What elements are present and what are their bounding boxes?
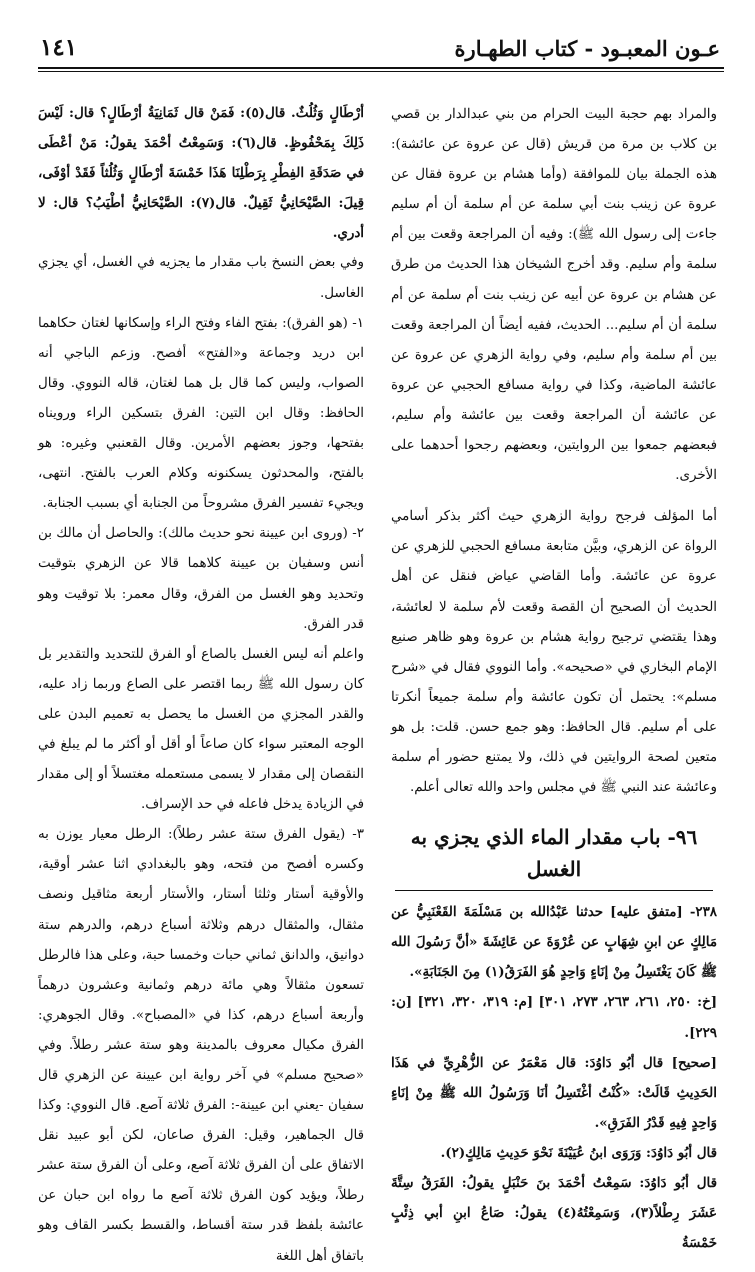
hadith-continuation: قال أبُو دَاوُدَ: وَرَوَى ابنُ عُيَيْنَةَ نَحْوَ حَدِيثِ مَالِكٍ(٢). [440, 1144, 717, 1161]
commentary-paragraph: وفي بعض النسخ باب مقدار ما يجزيه في الغسل، أي يجزي الغاسل. [38, 255, 364, 301]
left-column [38, 98, 364, 1272]
hadith-continuation: قال أبُو دَاوُدَ: سَمِعْتُ أحْمَدَ بنَ حَنْبَلٍ يقولُ: الفَرَقُ سِتَّةَ عَشَرَ رِطْلاً(٣)، وَسَمِعْتُهُ(٤) يقولُ: صَاعُ ابنِ أبي ذِئْبٍ خَمْسَةُ [391, 1175, 718, 1252]
page-number: ١٤١ [40, 34, 78, 61]
right-column [391, 100, 717, 1258]
running-title: عـون المعبـود - كتاب الطهـارة [454, 36, 720, 61]
heading-underline [395, 890, 713, 891]
commentary-paragraph: ٢- (وروى ابن عيينة نحو حديث مالك): والحاصل أن مالك بن أنس وسفيان بن عيينة كلاهما قالا عن الزهري بتوقيت وتحديد وهو الغسل من الفرق، وقال معمر: بلا توقيت وهو قدر الفرق. [38, 526, 364, 632]
commentary-paragraph: والمراد بهم حجبة البيت الحرام من بني عبدالدار بن قصي بن كلاب بن مرة من قريش (قال عن عروة عن عائشة): هذه الجملة بيان للموافقة (وأما هشام بن عروة فقال عن عروة عن زينب بنت أبي سلمة عن أم سلمة أن أم سليم جاءت إلى رسول الله ﷺ): وفيه أن المراجعة وقعت بين أم سلمة وأم سليم. وقد أخرج الشيخان هذا الحديث من طرق عن هشام بن عروة عن أبيه عن زينب بنت أم سلمة عن أم سلمة أن أم سليم... الحديث، ففيه أيضاً أن المراجعة وقعت بين أم سلمة وأم سليم، وفي رواية الزهري عن عروة عن عائشة الماضية، وكذا في رواية مسافع الحجبي عن عروة عن عائشة أن المراجعة وقعت بين عائشة وأم سليم، فبعضهم جمعوا بين الروايتين، وبعضهم رجحوا أحدهما على الأخرى. [391, 107, 717, 484]
header-rule-thin [38, 71, 724, 72]
commentary-paragraph: ١- (هو الفرق): بفتح الفاء وفتح الراء وإسكانها لغتان حكاهما ابن دريد وجماعة و«الفتح» أفصح. وزعم الباجي أنه الصواب، وليس كما قال بل هما لغتان، قاله النووي. وقال الحافظ: وقال ابن التين: الفرق بتسكين الراء ورويناه بفتحها، وجوز بعضهم الأمرين. وقال القعنبي وغيره: هو بالفتح، والمحدثون يسكنونه وكلام العرب بالفتح. انتهى، ويجيء تفسير الفرق مشروحاً من الجنابة أي بسبب الجنابة. [38, 315, 364, 512]
hadith-continuation: [صحيح] قال أبُو دَاوُدَ: قال مَعْمَرٌ عن الزُّهْرِيِّ في هَذَا الحَدِيثِ قَالَتْ: «كُنْتُ أغْتَسِلُ أنَا وَرَسُولُ الله ﷺ مِنْ إنَاءٍ وَاحِدٍ فِيهِ قَدْرُ الفَرَقِ». [391, 1054, 717, 1131]
chapter-heading-text: ٩٦- باب مقدار الماء الذي يجزي به الغسل [410, 825, 698, 882]
header-rule [38, 67, 724, 69]
commentary-paragraph: ٣- (يقول الفرق ستة عشر رطلاً): الرطل معيار يوزن به وكسره أفصح من فتحه، وهو بالبغدادي اثنا عشر أوقية، والأوقية أستار وثلثا أستار، والأستار أربعة مثاقيل ونصف مثقال، والمثقال درهم وثلاثة أسباع درهم، والدرهم ستة دوانيق، والدانق ثماني حبات وخمسا حبة، وعلى هذا فالرطل تسعون مثقالاً وهي مائة درهم وثمانية وعشرون درهماً وأربعة أسباع درهم، كذا في «المصباح». وقال الجوهري: الفرق مكيال معروف بالمدينة وهو ستة عشر رطلاً. وفي «صحيح مسلم» في آخر رواية ابن عيينة عن الزهري قال سفيان -يعني ابن عيينة-: الفرق ثلاثة آصع. قال النووي: وكذا قال الجماهير، وقيل: الفرق صاعان، لكن أبو عبيد نقل الاتفاق على أن الفرق ثلاثة آصع، وعلى أن الفرق ستة عشر رطلاً، ويؤيد كون الفرق ثلاثة آصع ما رواه ابن حبان عن عائشة بلفظ قدر ستة أقساط، والقسط بكسر القاف وهو باتفاق أهل اللغة [38, 827, 364, 1264]
hadith-text: ٢٣٨- [متفق عليه] حدثنا عَبْدُالله بن مَسْلَمَةَ القَعْنَبِيُّ عن مَالِكٍ عن ابنِ شِهَابٍ عن عُرْوَةَ عن عَائِشَةَ «أنَّ رَسُولَ الله ﷺ كَانَ يَغْتَسِلُ مِنْ إنَاءٍ وَاحِدٍ هُوَ الفَرَقُ(١) مِنَ الجَنَابَةِ». [391, 904, 717, 981]
page-header [38, 30, 724, 70]
chapter-heading [391, 821, 717, 885]
takhrij-reference: [خ: ٢٥٠، ٢٦١، ٢٦٣، ٢٧٣، ٣٠١] [م: ٣١٩، ٣٢٠، ٣٢١] [ن: ٢٢٩]. [391, 994, 718, 1041]
hadith-continuation: أرْطَالٍ وَثُلُثٌ. قال(٥): فَمَنْ قال ثَمَانِيَةُ أرْطَالٍ؟ قال: لَيْسَ ذَلِكَ بِمَحْفُوظٍ. قال(٦): وَسَمِعْتُ أحْمَدَ يقولُ: مَنْ أعْطَى في صَدَقَةِ الفِطْرِ بِرَطْلِنَا هَذَا خَمْسَةَ أرْطَالٍ وَثُلُثاً فَقَدْ أوْفَى، قِيلَ: الصَّيْحَانِيُّ ثَقِيلٌ. قال(٧): الصَّيْحَانِيُّ أطْيَبُ؟ قال: لا أدري. [38, 105, 364, 242]
commentary-paragraph: واعلم أنه ليس الغسل بالصاع أو الفرق للتحديد والتقدير بل كان رسول الله ﷺ ربما اقتصر على الصاع وربما زاد عليه، والقدر المجزي من الغسل ما يحصل به تعميم البدن على الوجه المعتبر سواء كان صاعاً أو أقل أو أكثر ما لم يبلغ في النقصان إلى مقدار لا يسمى مستعمله مغتسلاً أو إلى مقدار في الزيادة يدخل فاعله في حد الإسراف. [38, 646, 364, 813]
commentary-paragraph: أما المؤلف فرجح رواية الزهري حيث أكثر بذكر أسامي الرواة عن الزهري، وبيَّن متابعة مسافع الحجبي للزهري عن عروة عن عائشة. وأما القاضي عياض فنقل عن أهل الحديث أن الصحيح أن القصة وقعت لأم سلمة لا لعائشة، وهذا يقتضي ترجيح رواية هشام بن عروة وهو ظاهر صنيع الإمام البخاري في «صحيحه». وأما النووي فقال في «شرح مسلم»: يحتمل أن تكون عائشة وأم سلمة جميعاً أنكرتا على أم سليم. قال الحافظ: وهو جمع حسن. قلت: بل هو متعين لصحة الروايتين في ذلك، ولا يمتنع حضور أم سلمة وعائشة عند النبي ﷺ في مجلس واحد والله تعالى أعلم. [391, 509, 717, 796]
